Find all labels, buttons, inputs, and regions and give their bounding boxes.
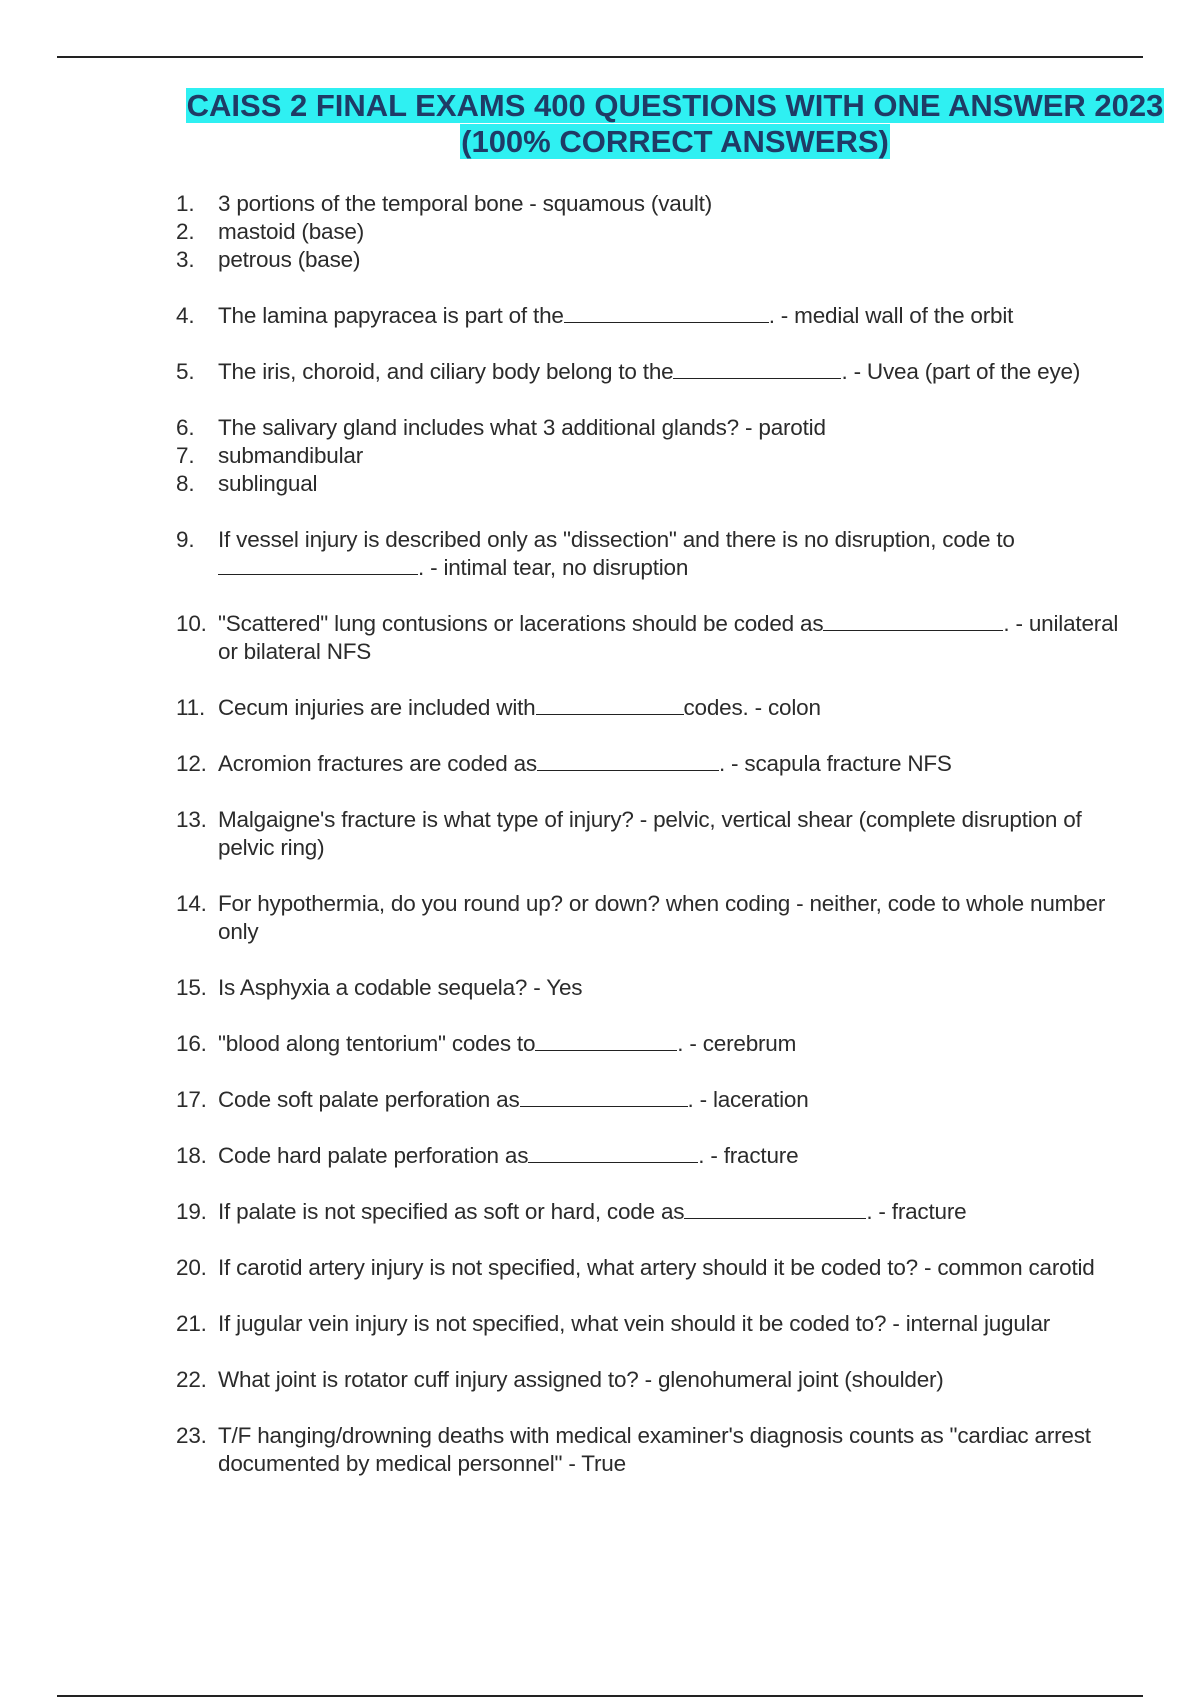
list-item: 5. The iris, choroid, and ciliary body belong to the . - Uvea (part of the eye): [176, 359, 1081, 384]
list-item: 11. Cecum injuries are included with codes. - colon: [176, 695, 821, 720]
answer-blank: [564, 302, 769, 323]
title-line-2: (100% CORRECT ANSWERS): [461, 124, 889, 159]
list-item: 21. If jugular vein injury is not specified, what vein should it be coded to? - internal jugular: [176, 1311, 1051, 1336]
answer-blank: [218, 554, 418, 575]
answer-blank: [520, 1086, 688, 1107]
list-item: 3. petrous (base): [176, 247, 361, 272]
question-list: [176, 190, 1196, 1478]
bottom-rule: [57, 1695, 1143, 1697]
list-item: 9. If vessel injury is described only as "dissection" and there is no disruption, code to . - intimal tear, no disruption: [176, 527, 1015, 580]
list-item: 20. If carotid artery injury is not specified, what artery should it be coded to? - common carotid: [176, 1255, 1095, 1280]
list-item: 8. sublingual: [176, 471, 318, 496]
list-item: 6. The salivary gland includes what 3 additional glands? - parotid: [176, 415, 826, 440]
document-title: [150, 88, 1200, 160]
top-rule: [57, 56, 1143, 58]
list-item: 15. Is Asphyxia a codable sequela? - Yes: [176, 975, 583, 1000]
answer-blank: [823, 610, 1003, 631]
list-item: 18. Code hard palate perforation as . - fracture: [176, 1143, 799, 1168]
list-item: 14. For hypothermia, do you round up? or down? when coding - neither, code to whole number only: [176, 891, 1106, 944]
list-item: 13. Malgaigne's fracture is what type of injury? - pelvic, vertical shear (complete disruption of pelvic ring): [176, 807, 1082, 860]
list-item: 10. "Scattered" lung contusions or lacerations should be coded as . - unilateral or bilateral NFS: [176, 611, 1119, 664]
list-item: 4. The lamina papyracea is part of the . - medial wall of the orbit: [176, 303, 1014, 328]
answer-blank: [528, 1142, 698, 1163]
list-item: 19. If palate is not specified as soft or hard, code as . - fracture: [176, 1199, 967, 1224]
answer-blank: [537, 750, 719, 771]
list-item: 17. Code soft palate perforation as . - laceration: [176, 1087, 809, 1112]
list-item: 2. mastoid (base): [176, 219, 365, 244]
answer-blank: [535, 1030, 677, 1051]
list-item: 12. Acromion fractures are coded as . - scapula fracture NFS: [176, 751, 952, 776]
list-item: 1. 3 portions of the temporal bone - squamous (vault): [176, 191, 713, 216]
answer-blank: [536, 694, 684, 715]
answer-blank: [673, 358, 841, 379]
list-item: 7. submandibular: [176, 443, 363, 468]
title-line-1: CAISS 2 FINAL EXAMS 400 QUESTIONS WITH ONE ANSWER 2023: [186, 88, 1164, 123]
answer-blank: [684, 1198, 866, 1219]
list-item: 23. T/F hanging/drowning deaths with medical examiner's diagnosis counts as "cardiac arrest documented by medical personnel" - True: [176, 1423, 1091, 1476]
list-item: 16. "blood along tentorium" codes to . - cerebrum: [176, 1031, 797, 1056]
list-item: 22. What joint is rotator cuff injury assigned to? - glenohumeral joint (shoulder): [176, 1367, 944, 1392]
